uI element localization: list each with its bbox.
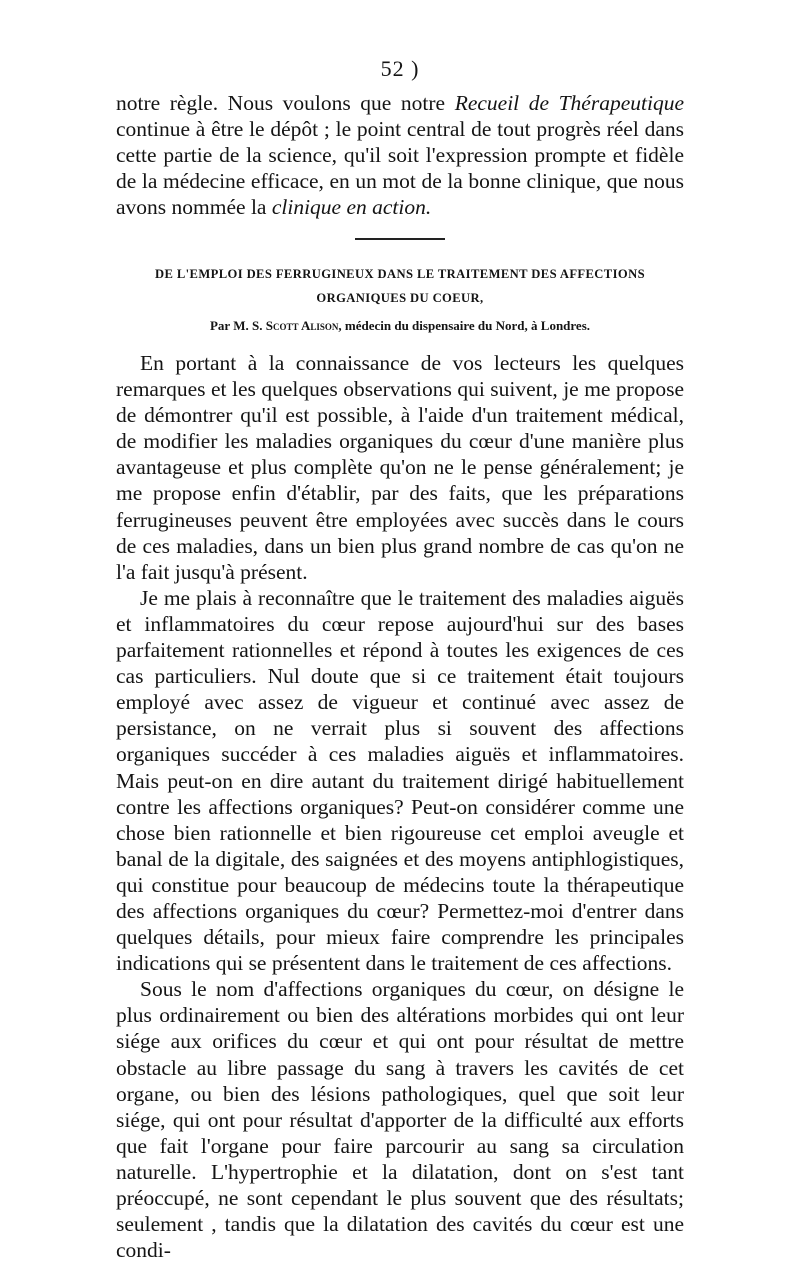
intro-text [116,90,684,220]
article-byline [116,318,684,334]
body-paragraph-2: Je me plais à reconnaître que le traitement des maladies aiguës et inflammatoires du cœur repose aujourd'hui sur des bases parfaitement rationnelles et répond à toutes les exigences de ces cas particuliers. Nul doute que si ce traitement était toujours employé avec assez de vigueur et continué avec assez de persistance, on ne verrait plus si souvent des affections organiques succéder à ces maladies aiguës et inflammatoires. Mais peut-on en dire autant du traitement dirigé habituellement contre les affections organiques? Peut-on considérer comme une chose bien rationnelle et bien rigoureuse cet emploi aveugle et banal de la digitale, des saignées et des moyens antiphlogistiques, qui constitue pour beaucoup de médecins toute la thérapeutique des affections organiques du cœur? Permettez-moi d'entrer dans quelques détails, pour mieux faire comprendre les principales indications qui se présentent dans le traitement de ces affections. [116,585,684,976]
body-paragraph-1: En portant à la connaissance de vos lecteurs les quelques remarques et les quelques observations qui suivent, je me propose de démontrer qu'il est possible, à l'aide d'un traitement médical, de modifier les maladies organiques du cœur d'une manière plus avantageuse et plus complète qu'on ne le pense généralement; je me propose enfin d'établir, par des faits, que les préparations ferrugineuses peuvent être employées avec succès dans le cours de ces maladies, dans un bien plus grand nombre de cas qu'on ne l'a fait jusqu'à présent. [116,351,684,584]
byline-prefix: Par M. S. [209,318,266,333]
section-divider [355,238,445,240]
article-title-line-1: DE L'EMPLOI DES FERRUGINEUX DANS LE TRAITEMENT DES AFFECTIONS [155,267,645,281]
byline-suffix: , médecin du dispensaire du Nord, à Londres. [338,318,591,333]
intro-emphasis: clinique en action. [271,195,432,220]
body-paragraph-3: Sous le nom d'affections organiques du cœur, on désigne le plus ordinairement ou bien des altérations morbides qui ont leur siége aux orifices du cœur et qui ont pour résultat de mettre obstacle au libre passage du sang à travers les cavités de cet organe, ou bien des lésions pathologiques, quel que soit leur siége, qui ont pour résultat d'apporter de la difficulté aux efforts que fait l'organe pour faire parcourir au sang sa circulation naturelle. L'hypertrophie et la dilatation, dont on s'est tant préoccupé, ne sont cependant le plus souvent que des résultats; seulement , tandis que la dilatation des cavités du cœur est une condi- [116,977,684,1263]
article-title [116,262,684,310]
intro-text-middle: continue à être le dépôt ; le point central de tout progrès réel dans cette partie de la science, qu'il soit l'expression prompte et fidèle de la médecine efficace, en un mot de la bonne clinique, que nous avons nommée la [116,117,684,220]
journal-title: Recueil de Thérapeutique [454,91,684,115]
page-number: 52 ) [380,56,420,81]
intro-paragraph [116,90,684,220]
byline-author: Scott Alison [265,318,339,333]
intro-text-before: notre règle. Nous voulons que notre [116,91,455,115]
article-body [116,350,684,1263]
article-title-line-2: ORGANIQUES DU COEUR, [316,291,484,305]
